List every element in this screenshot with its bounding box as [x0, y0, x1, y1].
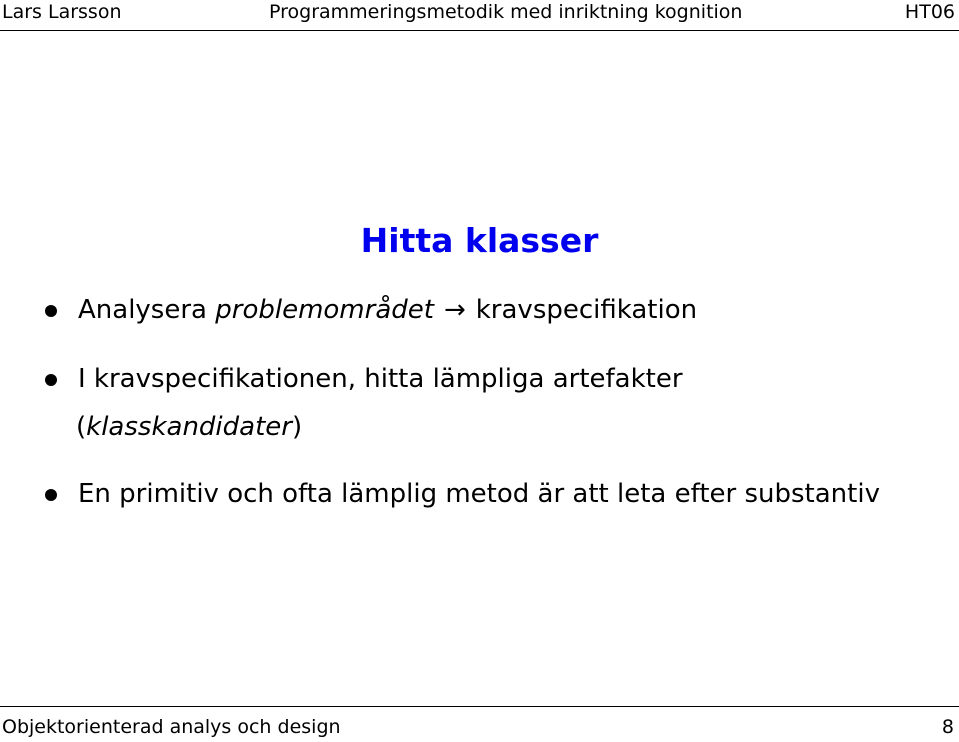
bullet-plain-end: kravspecifikation — [475, 295, 698, 325]
bullet-continuation — [76, 405, 302, 449]
page-number: 8 — [941, 716, 954, 738]
bullet-text — [78, 288, 697, 332]
bullet-italic-term: problemområdet — [215, 295, 434, 325]
slide-title: Hitta klasser — [360, 221, 599, 260]
bullet-dot-icon — [45, 374, 57, 386]
header-term: HT06 — [904, 1, 955, 23]
close-paren: ) — [291, 412, 303, 442]
bullet-dot-icon — [45, 305, 57, 317]
bullet-dot-icon — [45, 489, 57, 501]
bullet-text: I kravspecifikationen, hitta lämpliga artefakter — [78, 364, 683, 394]
bullet-text: En primitiv och ofta lämplig metod är att leta efter substantiv — [78, 479, 880, 509]
header-course-title: Programmeringsmetodik med inriktning kognition — [269, 1, 743, 23]
right-arrow-icon: → — [443, 295, 466, 325]
open-paren: ( — [76, 412, 87, 442]
header-author: Lars Larsson — [2, 1, 122, 23]
bullet-italic-term: klasskandidater — [86, 412, 292, 442]
slide-header — [0, 0, 959, 31]
slide-footer — [0, 706, 959, 742]
footer-subject: Objektorienterad analys och design — [2, 716, 341, 738]
bullet-plain-start: Analysera — [78, 295, 207, 325]
